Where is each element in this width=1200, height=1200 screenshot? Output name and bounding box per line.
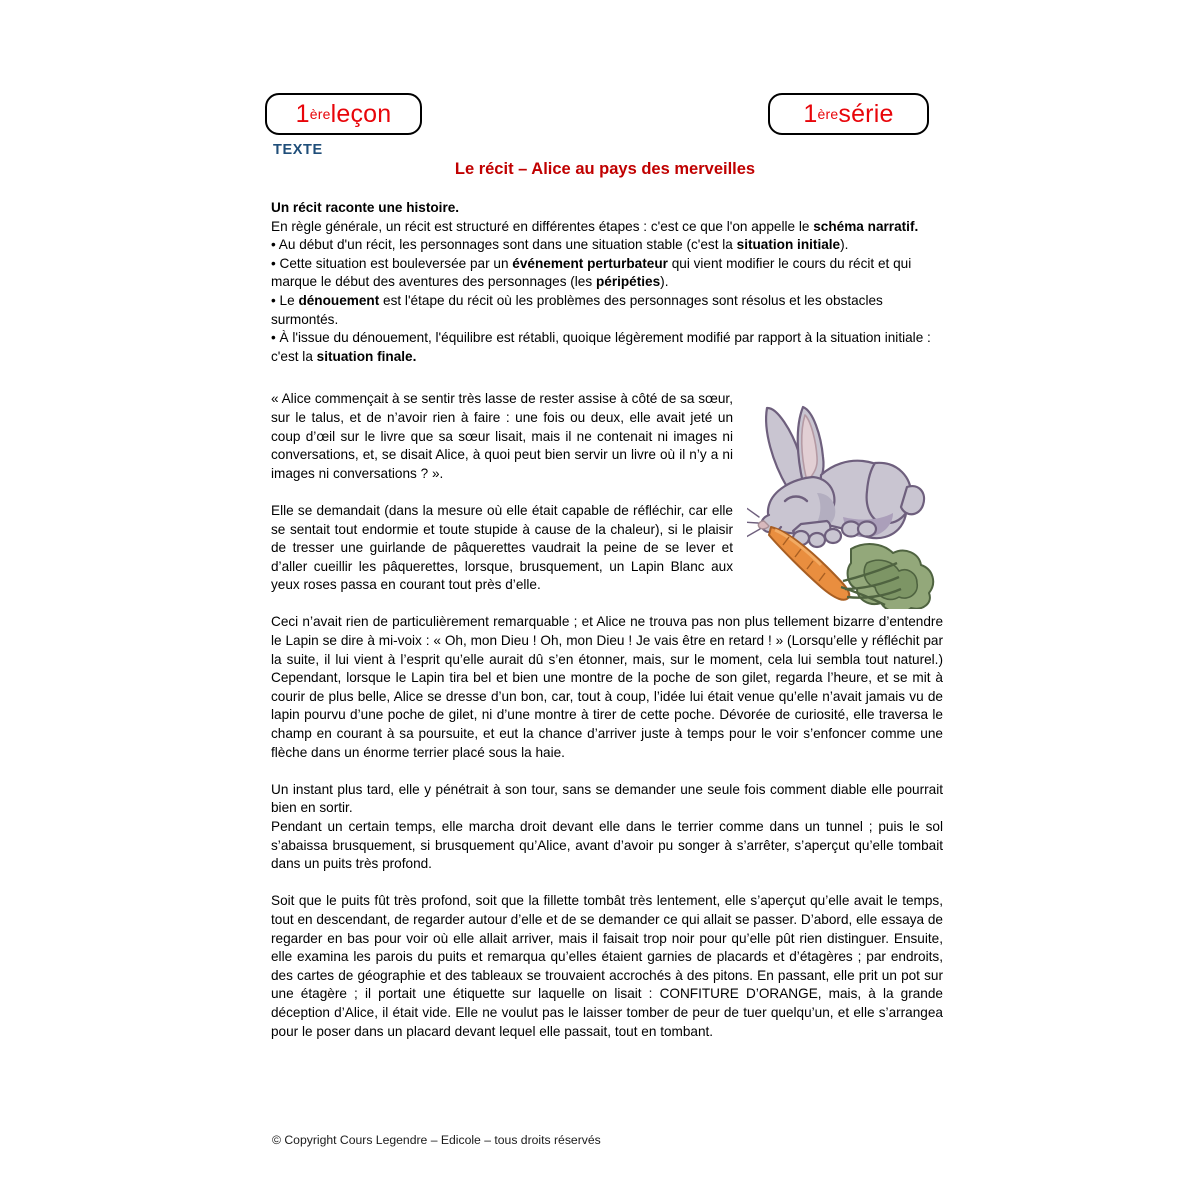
rabbit-eating-carrot-illustration	[747, 391, 943, 609]
lesson-heading: Un récit raconte une histoire.	[271, 200, 460, 215]
page-title: Le récit – Alice au pays des merveilles	[454, 160, 756, 178]
lesson-number-badge: 1 ère leçon	[265, 93, 422, 135]
lesson-bullet: • Cette situation est bouleversée par un événement perturbateur qui vient modifier le cours du récit et qui marque le début des aventures des personnages (les péripéties).	[271, 255, 912, 290]
series-number-badge: 1 ère série	[768, 93, 929, 135]
copyright-footer: © Copyright Cours Legendre – Edicole – tous droits réservés	[272, 1133, 601, 1147]
lesson-bullet: • Le dénouement est l'étape du récit où les problèmes des personnages sont résolus et les obstacles surmontés.	[271, 292, 883, 327]
series-badge-number: 1	[803, 99, 818, 128]
series-badge-word: série	[838, 99, 894, 128]
lesson-summary	[271, 199, 943, 366]
paragraph-spacer	[271, 874, 943, 893]
lesson-badge-number: 1	[295, 99, 310, 128]
document-body	[271, 199, 943, 1041]
lesson-bullet: • À l'issue du dénouement, l'équilibre est rétabli, quoique légèrement modifié par rapport à la situation initiale : c'est la situation finale.	[271, 330, 931, 364]
paragraph-spacer	[271, 762, 943, 781]
lesson-bullet: • Au début d'un récit, les personnages sont dans une situation stable (c'est la situation initiale).	[271, 237, 849, 253]
story-paragraph: Soit que le puits fût très profond, soit que la fillette tombât très lentement, elle s’aperçut qu’elle avait le temps, tout en descendant, de regarder autour d’elle et de se demander ce qui allait se passer. D’abord, elle essaya de regarder en bas pour voir où elle allait arriver, mais il faisait trop noir pour qu’elle pût rien distinguer. Ensuite, elle examina les parois du puits et remarqua qu’elles étaient garnies de placards et d’étagères ; par endroits, des cartes de géographie et des tableaux se trouvaient accrochés à des pitons. En passant, elle prit un pot sur une étagère ; il portait une étiquette sur laquelle on lisait : CONFITURE D’ORANGE, mais, à la grande déception d’Alice, il était vide. Elle ne voulut pas le laisser tomber de peur de tuer quelqu’un, et elle s’arrangea pour le poser dans un placard devant lequel elle passait, tout en tombant.	[271, 893, 943, 1039]
story-excerpt	[271, 390, 943, 1041]
story-paragraph: Elle se demandait (dans la mesure où elle était capable de réfléchir, car elle se sentait tout endormie et toute stupide à cause de la chaleur), si le plaisir de tresser une guirlande de pâquerettes vaudrait la peine de se lever et d’aller cueillir les pâquerettes, lorsque, brusquement, un Lapin Blanc aux yeux roses passa en courant tout près d’elle.	[271, 502, 733, 593]
story-paragraph: « Alice commençait à se sentir très lasse de rester assise à côté de sa sœur, sur le talus, et de n’avoir rien à faire : une fois ou deux, elle avait jeté un coup d’œil sur le livre que sa sœur lisait, mais il ne contenait ni images ni conversations, et, se disait Alice, à quoi peut bien servir un livre où il n’y a ni images ni conversations ? ».	[271, 391, 733, 481]
lesson-intro-line: En règle générale, un récit est structuré en différentes étapes : c'est ce que l'on appelle le schéma narratif.	[271, 218, 919, 234]
story-paragraph: Pendant un certain temps, elle marcha droit devant elle dans le terrier comme dans un tunnel ; puis le sol s’abaissa brusquement, si brusquement qu’Alice, avant d’avoir pu songer à s’arrêter, s’aperçut qu’elle tombait dans un puits très profond.	[271, 819, 943, 872]
section-spacer	[271, 366, 943, 390]
story-paragraph: Ceci n’avait rien de particulièrement remarquable ; et Alice ne trouva pas non plus tellement bizarre d’entendre le Lapin se dire à mi-voix : « Oh, mon Dieu ! Oh, mon Dieu ! Je vais être en retard ! » (Lorsqu’elle y réfléchit par la suite, il lui vient à l’esprit qu’elle aurait dû s’en étonner, mais, sur le moment, cela lui sembla tout naturel.) Cependant, lorsque le Lapin tira bel et bien une montre de la poche de son gilet, regarda l’heure, et se mit à courir de plus belle, Alice se dresse d’un bon, car, tout à coup, l’idée lui était venue qu’elle n’avait jamais vu de lapin pourvu d’une poche de gilet, ni d’une montre à tirer de cette poche. Dévorée de curiosité, elle traversa le champ en courant à sa poursuite, et eut la chance d’arriver juste à temps pour le voir s’enfoncer comme une flèche dans un énorme terrier placé sous la haie.	[271, 614, 943, 760]
story-paragraph: Un instant plus tard, elle y pénétrait à son tour, sans se demander une seule fois comment diable elle pourrait bien en sortir.	[271, 781, 943, 816]
lesson-badge-word: leçon	[330, 99, 392, 128]
section-label: TEXTE	[273, 142, 323, 158]
